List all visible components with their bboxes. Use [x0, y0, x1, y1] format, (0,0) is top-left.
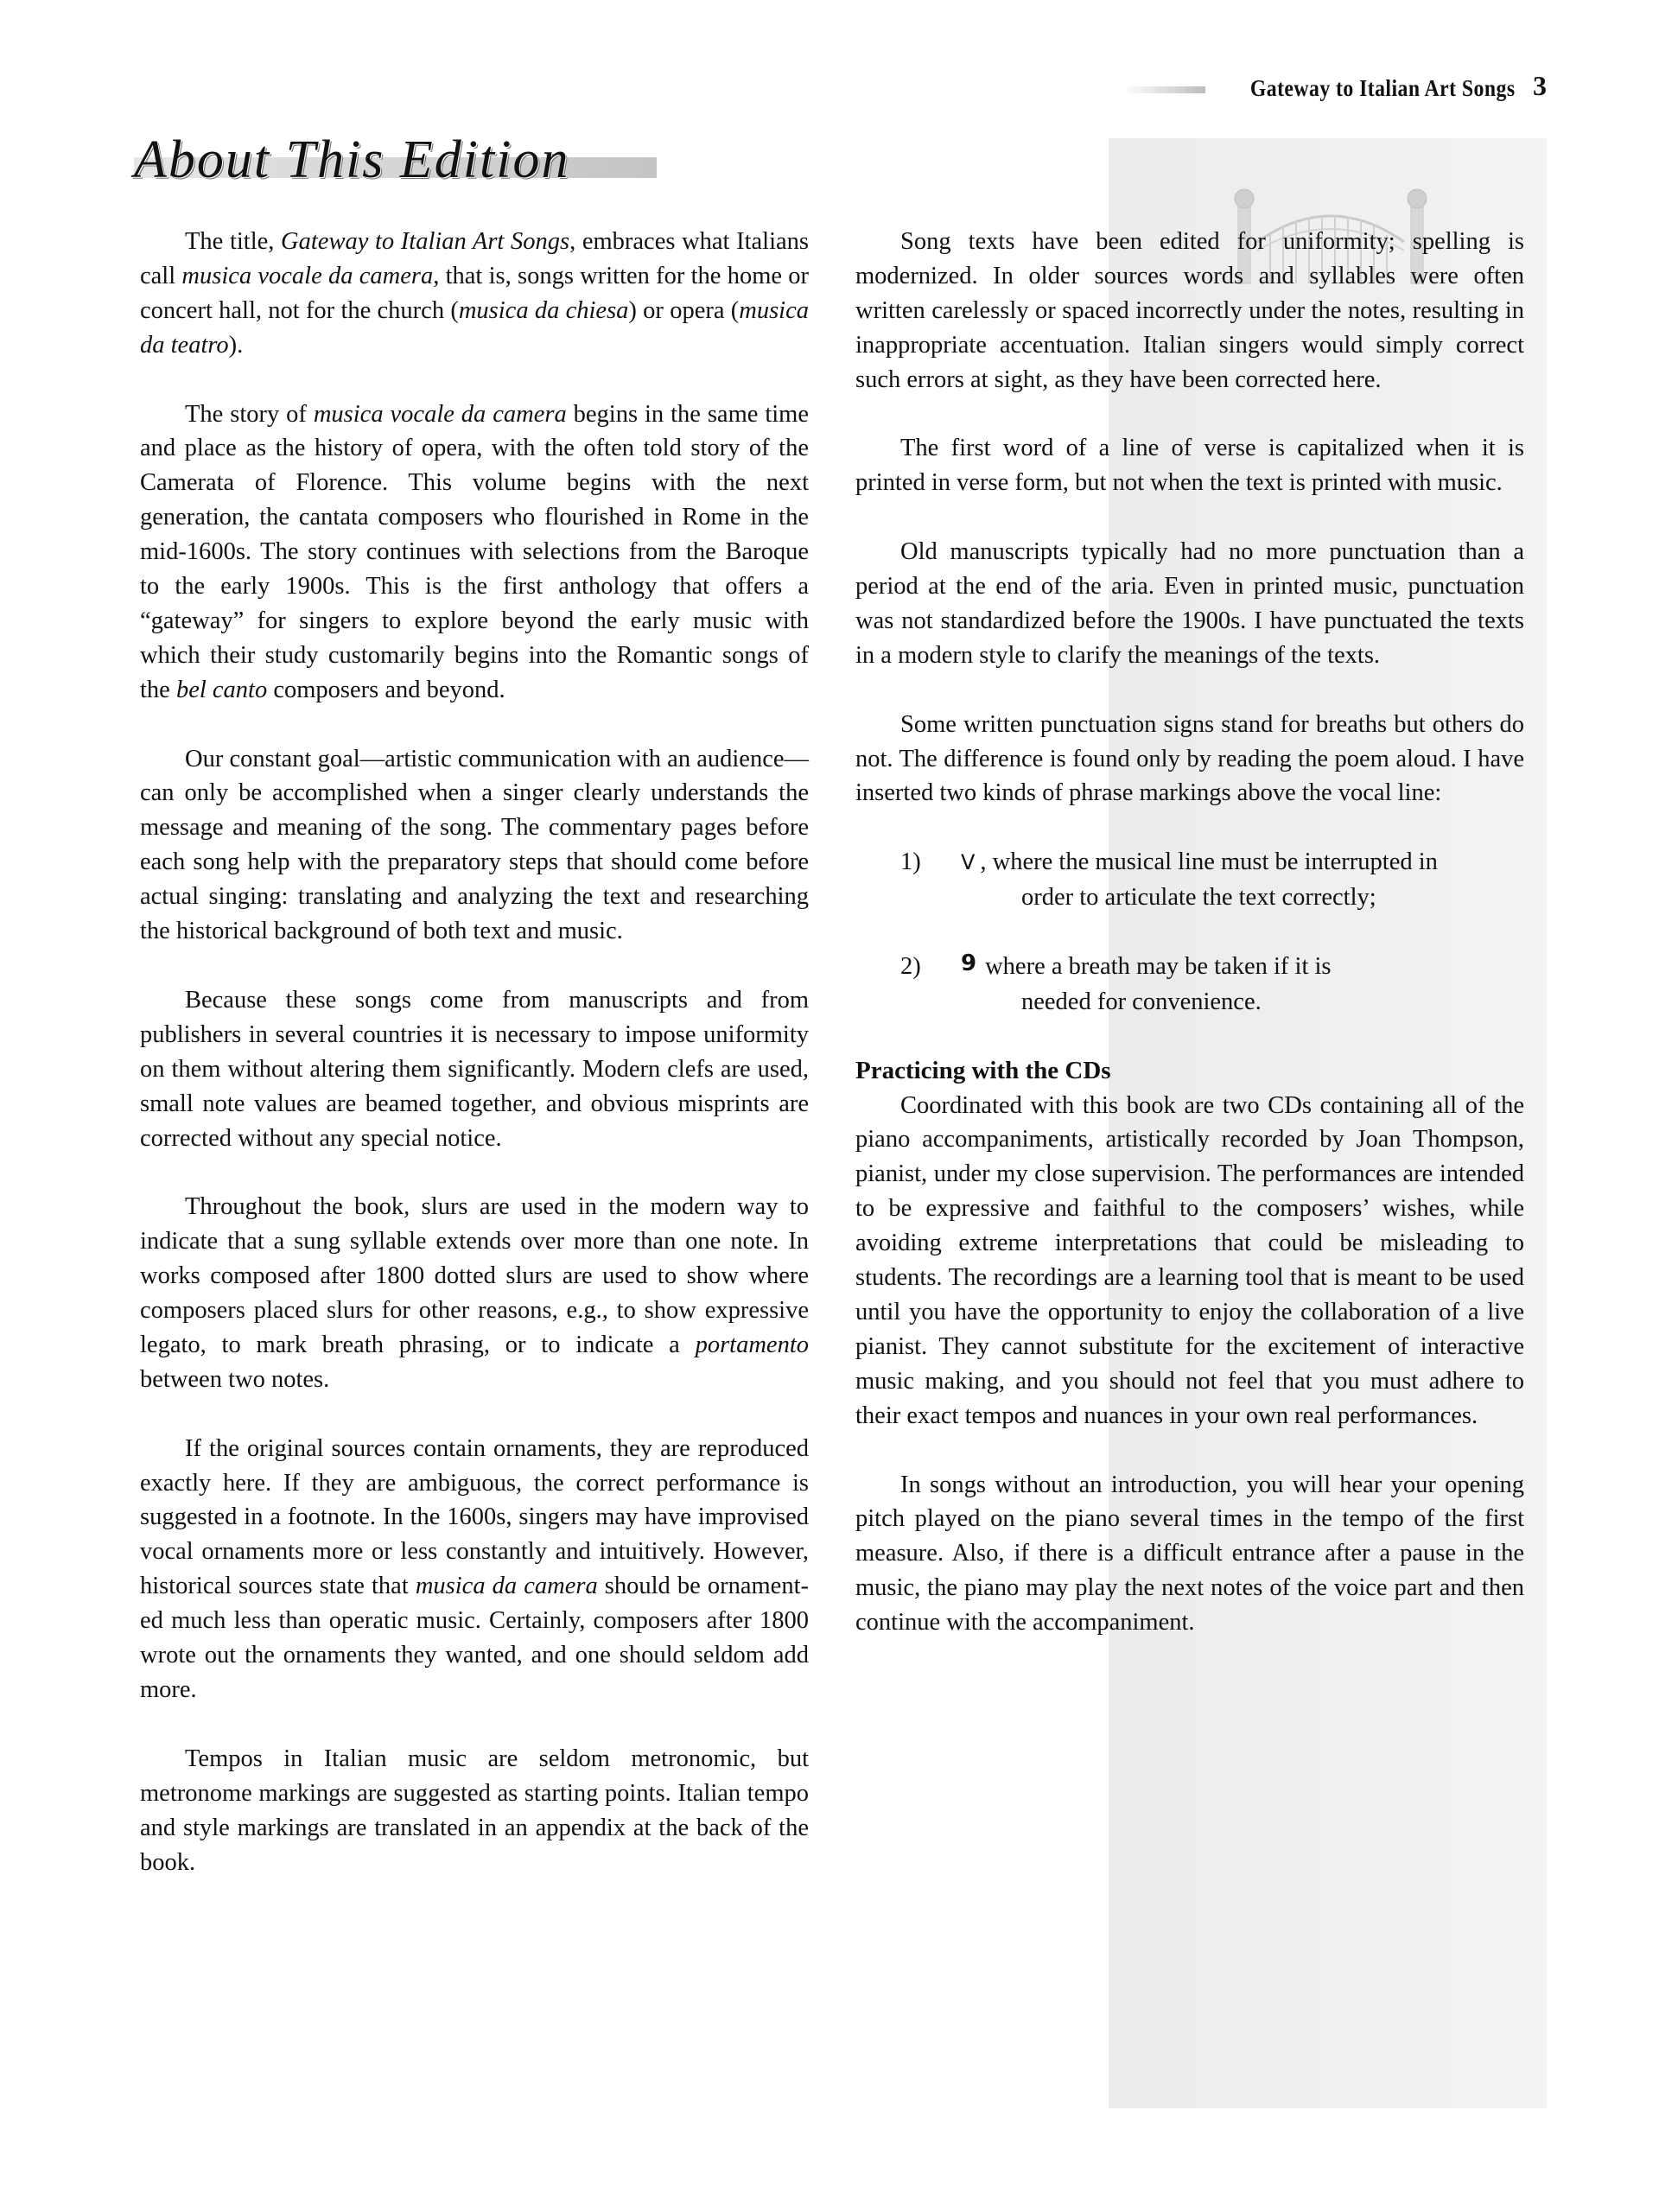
paragraph: Because these songs come from manuscripts and from publishers in several countries it is necessary to impose uniformity on them without altering them significantly. Modern clefs are used, small note values are beamed together, and obvious misprints are corrected without any special notice.	[140, 986, 809, 1152]
list-number: 2)	[900, 952, 921, 980]
right-column	[855, 225, 1524, 1675]
paragraph: In songs without an introduction, you will hear your opening pitch played on the piano several times in the tempo of the first measure. Also, if there is a difficult entrance after a pause in the music, the piano may play the next notes of the voice part and then continue with the accompaniment.	[855, 1471, 1524, 1637]
paragraph: The title, Gateway to Italian Art Songs, embraces what Italians call musica vocale da camera, that is, songs written for the home or concert hall, not for the church (musica da chiesa) or opera (musica da teatro).	[140, 228, 810, 359]
paragraph: Coordinated with this book are two CDs containing all of the piano accompaniments, artistically recorded by Joan Thompson, pianist, under my close supervision. The performances are intended to be expressive and faithful to the composers’ wishes, while avoiding extreme interpretations that could be misleading to students. The recordings are a learning tool that is meant to be used until you have the opportunity to enjoy the collaboration of a live pianist. They cannot substitute for the excitement of interactive music making, and you should not feel that you must adhere to their exact tempos and nuances in your own real performances.	[855, 1091, 1524, 1429]
page-title: About This Edition	[134, 130, 570, 189]
paragraph: Throughout the book, slurs are used in the modern way to indicate that a sung syllable extends over more than one note. In works composed after 1800 dotted slurs are used to show where composers placed slurs for other reasons, e.g., to show expressive legato, to mark breath phrasing, or to indicate a portamento between two notes.	[140, 1193, 809, 1393]
paragraph: Some written punctuation signs stand for breaths but others do not. The difference is found only by reading the poem aloud. I have inserted two kinds of phrase markings above the vocal line:	[855, 710, 1524, 807]
paragraph: The first word of a line of verse is capitalized when it is printed in verse form, but not when the text is printed with music.	[855, 435, 1524, 497]
paragraph: Old manuscripts typically had no more punctuation than a period at the end of the aria. Even in printed music, punctuation was not standardized before the 1900s. I have punctuated the texts in a modern style to clarify the meanings of the texts.	[855, 538, 1524, 669]
list-text: V , where the musical line must be interrupted in order to articulate the text correctly;	[961, 849, 1438, 912]
paragraph: If the original sources contain ornaments, they are reproduced exactly here. If they are ambiguous, the correct performance is suggested in a footnote. In the 1600s, singers may have improvised vocal ornaments more or less constantly and intuitively. However, historical sources state that musica da camera should be ornamented much less than operatic music. Certainly, composers after 1800 wrote out the ornaments they wanted, and one should seldom add more.	[140, 1434, 809, 1703]
list-text: 9 where a breath may be taken if it is needed for convenience.	[961, 950, 1332, 1015]
phrase-marking-item	[855, 950, 1524, 1020]
left-column	[140, 225, 809, 1914]
paragraph: Song texts have been edited for uniformity; spelling is modernized. In older sources words and syllables were often written carelessly or spaced incorrectly under the notes, resulting in inappropriate accentuation. Italian singers would simply correct such errors at sight, as they have been corrected here.	[855, 228, 1524, 393]
breath-comma-mark-icon: 9	[961, 950, 977, 976]
running-head-title: Gateway to Italian Art Songs	[1250, 75, 1516, 101]
page-title-block	[134, 130, 569, 191]
paragraph: The story of musica vocale da camera begins in the same time and place as the history of opera, with the often told story of the Camerata of Florence. This volume begins with the next generation, the cantata composers who flourished in Rome in the mid-1600s. The story continues with selections from the Baroque to the early 1900s. This is the first anthology that offers a “gateway” for singers to explore beyond the early music with which their study customarily begins into the Romantic songs of the bel canto composers and beyond.	[140, 400, 809, 703]
phrase-marking-item	[855, 845, 1524, 915]
running-head-rule	[1123, 86, 1205, 93]
breath-interrupt-mark-icon: V	[961, 850, 976, 875]
section-heading: Practicing with the CDs	[855, 1056, 1111, 1084]
page-number: 3	[1533, 70, 1547, 101]
list-number: 1)	[900, 849, 921, 876]
running-head	[1123, 67, 1547, 102]
paragraph: Our constant goal—artistic communication with an audience— can only be accomplished when a singer clearly understands the message and meaning of the song. The commentary pages before each song help with the preparatory steps that should come before actual singing: translating and analyzing the text and researching the historical background of both text and music.	[140, 745, 809, 945]
paragraph: Tempos in Italian music are seldom metronomic, but metronome markings are suggested as starting points. Italian tempo and style markings are translated in an appendix at the back of the book.	[140, 1745, 809, 1876]
